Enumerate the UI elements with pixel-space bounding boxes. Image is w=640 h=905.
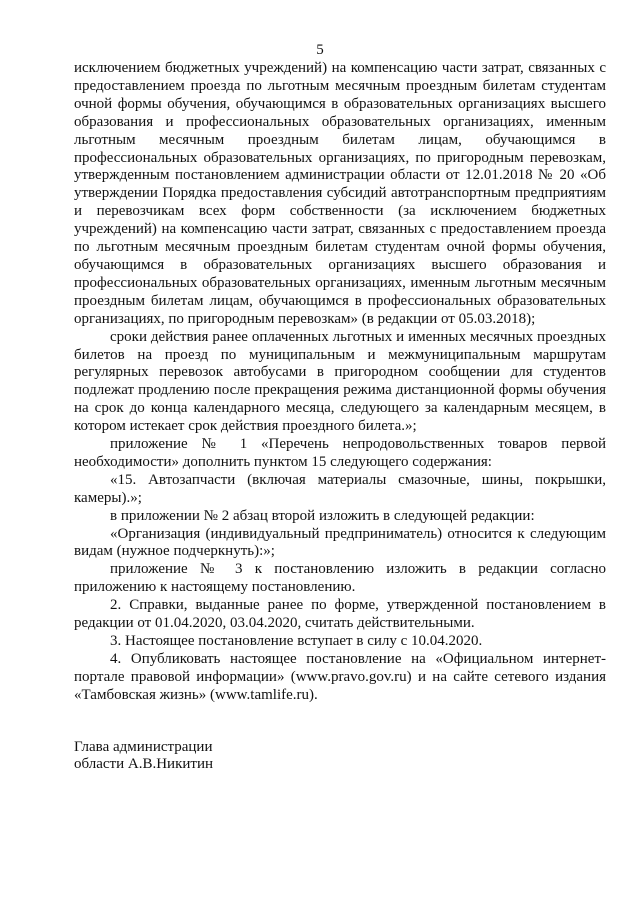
paragraph-appendix-1: приложение № 1 «Перечень непродовольственных товаров первой необходимости» дополнить пунктом 15 следующего содержания: [74, 436, 606, 470]
paragraph-appendix-2: в приложении № 2 абзац второй изложить в следующей редакции: [110, 507, 535, 524]
paragraph-item-15: «15. Автозапчасти (включая материалы смазочные, шины, покрышки, камеры).»; [74, 471, 606, 506]
paragraph-clause-4: 4. Опубликовать настоящее постановление на «Официальном интернет-портале правовой информации» (www.pravo.gov.ru) и на сайте сетевого издания «Тамбовская жизнь» (www.tamlife.ru). [74, 650, 606, 703]
paragraph-organization-quote: «Организация (индивидуальный предприниматель) относится к следующим видам (нужное подчеркнуть):»; [74, 525, 606, 560]
paragraph-appendix-3: приложение № 3 к постановлению изложить в редакции согласно приложению к настоящему постановлению. [74, 561, 606, 596]
signature-name: области А.В.Никитин [74, 756, 214, 772]
page-number: 5 [316, 42, 324, 58]
document-body [74, 60, 606, 705]
paragraph-clause-2: 2. Справки, выданные ранее по форме, утвержденной постановлением в редакции от 01.04.2020, 03.04.2020, считать действительными. [74, 597, 606, 632]
paragraph-continuation: исключением бюджетных учреждений) на компенсацию части затрат, связанных с предоставлением проезда по льготным месячным проездным билетам студентам очной формы обучения, обучающимся в образовательных организациях высшего образования и профессиональных образовательных организациях, именным льготным месячным проездным билетам лицам, обучающимся в профессиональных образовательных организациях, по пригородным перевозкам, утвержденным постановлением администрации области от 12.01.2018 № 20 «Об утверждении Порядка предоставления субсидий автотранспортным предприятиям и перевозчикам всех форм собственности (за исключением бюджетных учреждений) на компенсацию части затрат, связанных с предоставлением проезда по льготным месячным проездным билетам студентам очной формы обучения, обучающимся в образовательных организациях высшего образования и профессиональных образовательных организациях, именным льготным месячным проездным билетам лицам, обучающимся в профессиональных образовательных организациях, по пригородным перевозкам» (в редакции от 05.03.2018); [74, 60, 606, 327]
paragraph-clause-3: 3. Настоящее постановление вступает в силу с 10.04.2020. [110, 633, 483, 649]
signature-block [74, 739, 213, 773]
paragraph-ticket-validity: сроки действия ранее оплаченных льготных и именных месячных проездных билетов на проезд по муниципальным и межмуниципальным маршрутам регулярных перевозок автобусами в пригородном сообщении для студентов подлежат продлению после прекращения режима дистанционной формы обучения на срок до конца календарного месяца, следующего за календарным месяцем, в котором истекает срок действия проездного билета.»; [74, 328, 606, 435]
signature-title: Глава администрации [74, 739, 213, 755]
